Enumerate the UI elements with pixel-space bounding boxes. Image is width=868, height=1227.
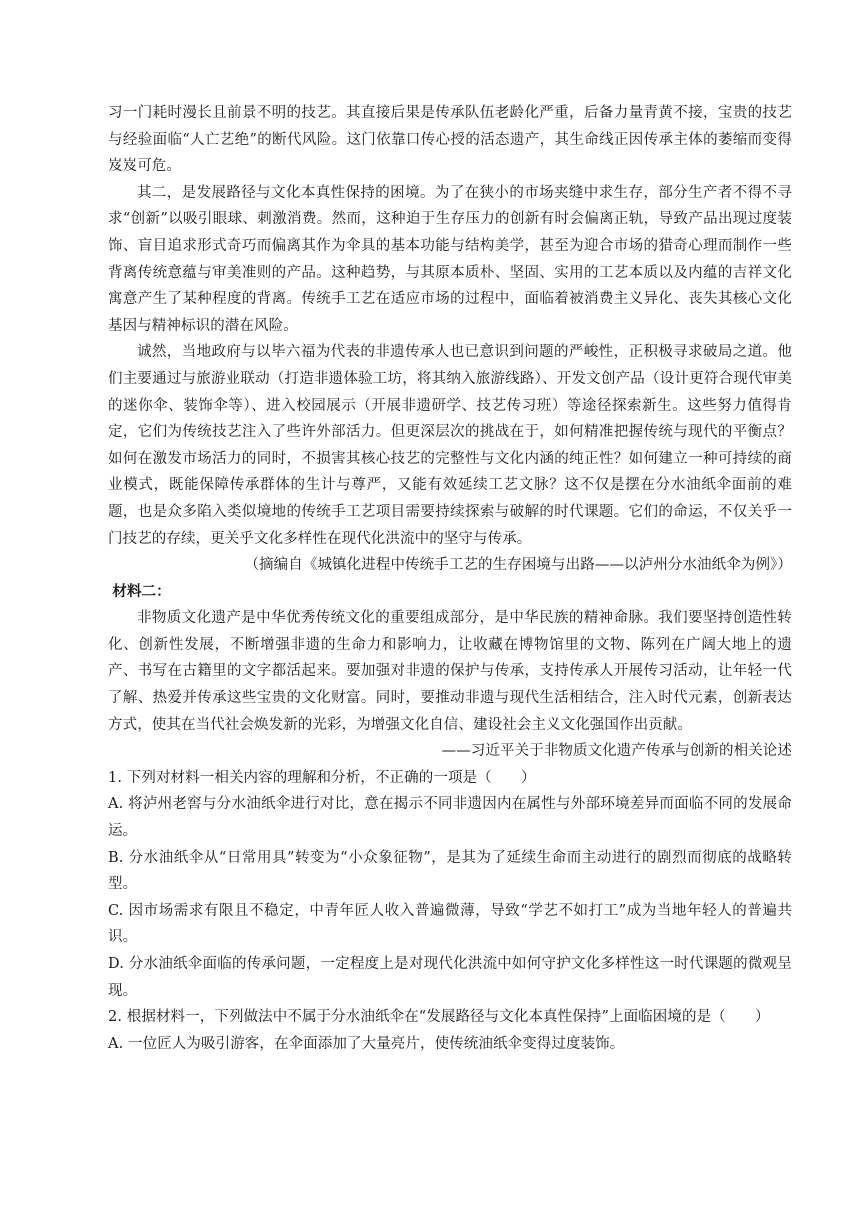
document-page bbox=[108, 100, 792, 1057]
question-1-option-a: A. 将泸州老窖与分水油纸伞进行对比，意在揭示不同非遗因内在属性与外部环境差异而面临不同的发展命运。 bbox=[108, 796, 792, 840]
question-2-stem: 2. 根据材料一，下列做法中不属于分水油纸伞在“发展路径与文化本真性保持”上面临困境的是（ ） bbox=[108, 1009, 770, 1026]
material1-paragraph-1: 习一门耗时漫长且前景不明的技艺。其直接后果是传承队伍老龄化严重，后备力量青黄不接，宝贵的技艺与经验面临“人亡艺绝”的断代风险。这门依靠口传心授的活态遗产，其生命线正因传承主体的萎缩而变得岌岌可危。 bbox=[108, 105, 792, 175]
material1-paragraph-2: 其二，是发展路径与文化本真性保持的困境。为了在狭小的市场夹缝中求生存，部分生产者不得不寻求“创新”以吸引眼球、刺激消费。然而，这种迫于生存压力的创新有时会偏离正轨，导致产品出现过度装饰、盲目追求形式奇巧而偏离其作为伞具的基本功能与结构美学，甚至为迎合市场的猎奇心理而制作一些背离传统意蕴与审美准则的产品。这种趋势，与其原本质朴、坚固、实用的工艺本质以及内蕴的吉祥文化寓意产生了某种程度的背离。传统手工艺在适应市场的过程中，面临着被消费主义异化、丧失其核心文化基因与精神标识的潜在风险。 bbox=[108, 184, 792, 334]
question-1-option-d: D. 分水油纸伞面临的传承问题，一定程度上是对现代化洪流中如何守护文化多样性这一时代课题的微观呈现。 bbox=[108, 956, 792, 999]
question-1-option-c: C. 因市场需求有限且不稳定，中青年匠人收入普遍微薄，导致“学艺不如打工”成为当地年轻人的普遍共识。 bbox=[108, 902, 792, 946]
material1-paragraph-3: 诚然，当地政府与以毕六福为代表的非遗传承人也已意识到问题的严峻性，正积极寻求破局之道。他们主要通过与旅游业联动（打造非遗体验工坊，将其纳入旅游线路）、开发文创产品（设计更符合现代审美的迷你伞、装饰伞等）、进入校园展示（开展非遗研学、技艺传习班）等途径探索新生。这些努力值得肯定，它们为传统技艺注入了些许外部活力。但更深层次的挑战在于，如何精准把握传统与现代的平衡点？如何在激发市场活力的同时，不损害其核心技艺的完整性与文化内涵的纯正性？如何建立一种可持续的商业模式，既能保障传承群体的生计与尊严，又能有效延续工艺文脉？这不仅是摆在分水油纸伞面前的难题，也是众多陷入类似境地的传统手工艺项目需要持续探索与破解的时代课题。它们的命运，不仅关乎一门技艺的存续，更关乎文化多样性在现代化洪流中的坚守与传承。 bbox=[108, 344, 792, 547]
question-1-option-b: B. 分水油纸伞从“日常用具”转变为“小众象征物”，是其为了延续生命而主动进行的剧烈而彻底的战略转型。 bbox=[108, 849, 792, 893]
material2-title: 材料二： bbox=[112, 582, 171, 600]
material2-source: ——习近平关于非物质文化遗产传承与创新的相关论述 bbox=[441, 743, 792, 760]
material1-source: （摘编自《城镇化进程中传统手工艺的生存困境与出路——以泸州分水油纸伞为例》） bbox=[244, 557, 792, 574]
question-1-stem: 1. 下列对材料一相关内容的理解和分析，不正确的一项是（ ） bbox=[108, 769, 536, 786]
question-2-option-a: A. 一位匠人为吸引游客，在伞面添加了大量亮片，使传统油纸伞变得过度装饰。 bbox=[108, 1035, 625, 1052]
material2-paragraph: 非物质文化遗产是中华优秀传统文化的重要组成部分，是中华民族的精神命脉。我们要坚持创造性转化、创新性发展，不断增强非遗的生命力和影响力，让收藏在博物馆里的文物、陈列在广阔大地上的遗产、书写在古籍里的文字都活起来。要加强对非遗的保护与传承，支持传承人开展传习活动，让年轻一代了解、热爱并传承这些宝贵的文化财富。同时，要推动非遗与现代生活相结合，注入时代元素，创新表达方式，使其在当代社会焕发新的光彩，为增强文化自信、建设社会主义文化强国作出贡献。 bbox=[108, 610, 792, 733]
